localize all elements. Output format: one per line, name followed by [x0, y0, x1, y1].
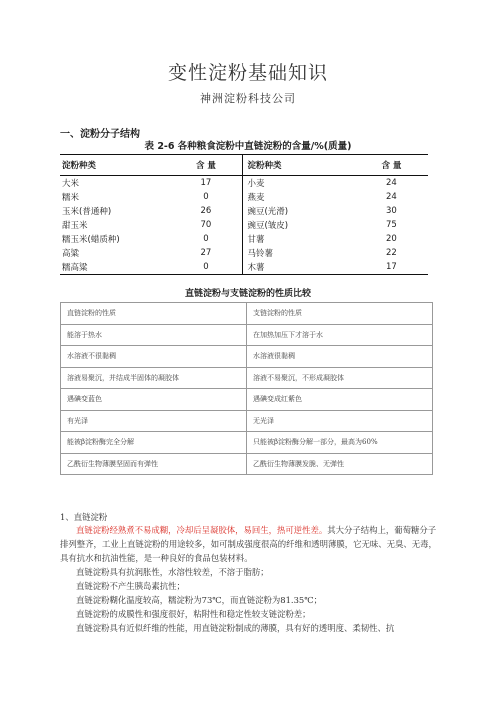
- table-cell: 马铃薯: [247, 249, 273, 259]
- table-row: [61, 389, 433, 411]
- table-row: [60, 232, 428, 246]
- table-header: 淀粉种类: [60, 155, 169, 176]
- table-cell: 水溶液不很黏稠: [61, 346, 247, 368]
- table-cell: 豌豆(光滑): [247, 207, 289, 217]
- table2-caption: 直链淀粉与支链淀粉的性质比较: [184, 289, 311, 299]
- body-paragraph: 直链淀粉糊化温度较高，糯淀粉为73℃，而直链淀粉为81.35℃；: [76, 595, 322, 605]
- table-cell: 甜玉米: [62, 221, 88, 231]
- table-cell: 糯米: [62, 193, 80, 203]
- table-cell: 乙酰衍生物薄膜坚固而有弹性: [61, 453, 247, 475]
- table-cell: 20: [386, 234, 397, 244]
- table-row: [61, 303, 433, 325]
- table-cell: 0: [169, 260, 243, 275]
- table-row: [60, 246, 428, 260]
- page-title: 变性淀粉基础知识: [167, 62, 328, 84]
- table1-caption: 表 2-6 各种粮食淀粉中直链淀粉的含量/%(质量): [144, 141, 352, 152]
- table-cell: 糯高粱: [60, 260, 169, 275]
- body-text: 其大分子结构上，葡萄糖分子排列整齐，工业上直链淀粉的用途较多，如可制成强度很高的纤维和透明薄膜，它无味、无臭、无毒，具有抗水和抗油性能，是一种良好的食品包装材料。: [60, 525, 437, 563]
- table-cell: 17: [169, 176, 243, 191]
- table-cell: 能溶于热水: [61, 324, 247, 346]
- table-cell: 0: [169, 190, 243, 204]
- table-row: [61, 410, 433, 432]
- table-cell: 30: [386, 206, 397, 216]
- table-cell: 75: [386, 220, 397, 230]
- table-cell: 26: [169, 204, 243, 218]
- table-cell: 24: [386, 178, 397, 188]
- body-paragraph: 直链淀粉具有近似纤维的性能，用直链淀粉制成的薄膜，具有好的透明度、柔韧性、抗: [76, 623, 395, 633]
- table-row: [61, 324, 433, 346]
- table-cell: 溶液易聚沉，并结成半固体的凝胶体: [61, 367, 247, 389]
- table-header: 含 量: [355, 155, 428, 176]
- table-row: [60, 190, 428, 204]
- table-cell: 能被β淀粉酶完全分解: [61, 432, 247, 454]
- table-cell: 有光泽: [61, 410, 247, 432]
- table-cell: 22: [386, 248, 397, 258]
- table-row: [61, 453, 433, 475]
- table-row: [61, 367, 433, 389]
- table-cell: 24: [386, 192, 397, 202]
- table-cell: 小麦: [247, 179, 265, 189]
- table-cell: 遇碘变蓝色: [61, 389, 247, 411]
- highlighted-text: 直链淀粉经熟煮不易成糊，冷却后呈凝胶体，易回生，热可逆性差。: [76, 525, 328, 535]
- table-cell: 只能被β淀粉酶分解一部分，最高为60%: [247, 432, 433, 454]
- table-cell: 甘薯: [247, 235, 265, 245]
- table-row: [61, 432, 433, 454]
- table-cell: 玉米(普通种): [62, 207, 112, 217]
- table-row: [60, 176, 428, 191]
- table-cell: 大米: [62, 179, 80, 189]
- table-cell: 高粱: [62, 249, 80, 259]
- table-cell: 0: [169, 232, 243, 246]
- table-row: [61, 346, 433, 368]
- body-paragraph: 直链淀粉不产生胰岛素抗性；: [76, 581, 185, 591]
- table-header-row: [60, 155, 428, 176]
- table-row: [60, 204, 428, 218]
- table-cell: 在加热加压下才溶于水: [247, 324, 433, 346]
- table-cell: 70: [169, 218, 243, 232]
- table-cell: 豌豆(皱皮): [247, 221, 289, 231]
- table-cell: 溶液不易聚沉，不形成凝胶体: [247, 367, 433, 389]
- table-cell: 直链淀粉的性质: [61, 303, 247, 325]
- table-cell: 遇碘变成红紫色: [247, 389, 433, 411]
- page-subtitle: 神洲淀粉科技公司: [200, 92, 296, 105]
- table-header: 淀粉种类: [243, 155, 355, 176]
- table-row: [60, 260, 428, 275]
- table-row: [60, 218, 428, 232]
- table-cell: 支链淀粉的性质: [247, 303, 433, 325]
- list-item-heading: 1、直链淀粉: [60, 512, 108, 522]
- table-cell: 木薯: [243, 260, 355, 275]
- table-cell: 水溶液很黏稠: [247, 346, 433, 368]
- table-cell: 乙酰衍生物薄膜发脆、无弹性: [247, 453, 433, 475]
- table-cell: 无光泽: [247, 410, 433, 432]
- starch-property-comparison-table: [60, 302, 433, 475]
- table-header: 含 量: [169, 155, 243, 176]
- section-heading: 一、淀粉分子结构: [60, 129, 140, 140]
- body-paragraph: 直链淀粉具有抗润胀性，水溶性较差，不溶于脂肪；: [76, 567, 269, 577]
- table-cell: 糯玉米(蜡质种): [62, 235, 120, 245]
- table-cell: 27: [169, 246, 243, 260]
- body-paragraph: 直链淀粉的成膜性和强度很好，粘附性和稳定性较支链淀粉差；: [76, 609, 311, 619]
- table-cell: 燕麦: [247, 193, 265, 203]
- body-paragraph: [60, 523, 440, 565]
- table-cell: 17: [355, 260, 428, 275]
- amylose-content-table: [60, 154, 428, 275]
